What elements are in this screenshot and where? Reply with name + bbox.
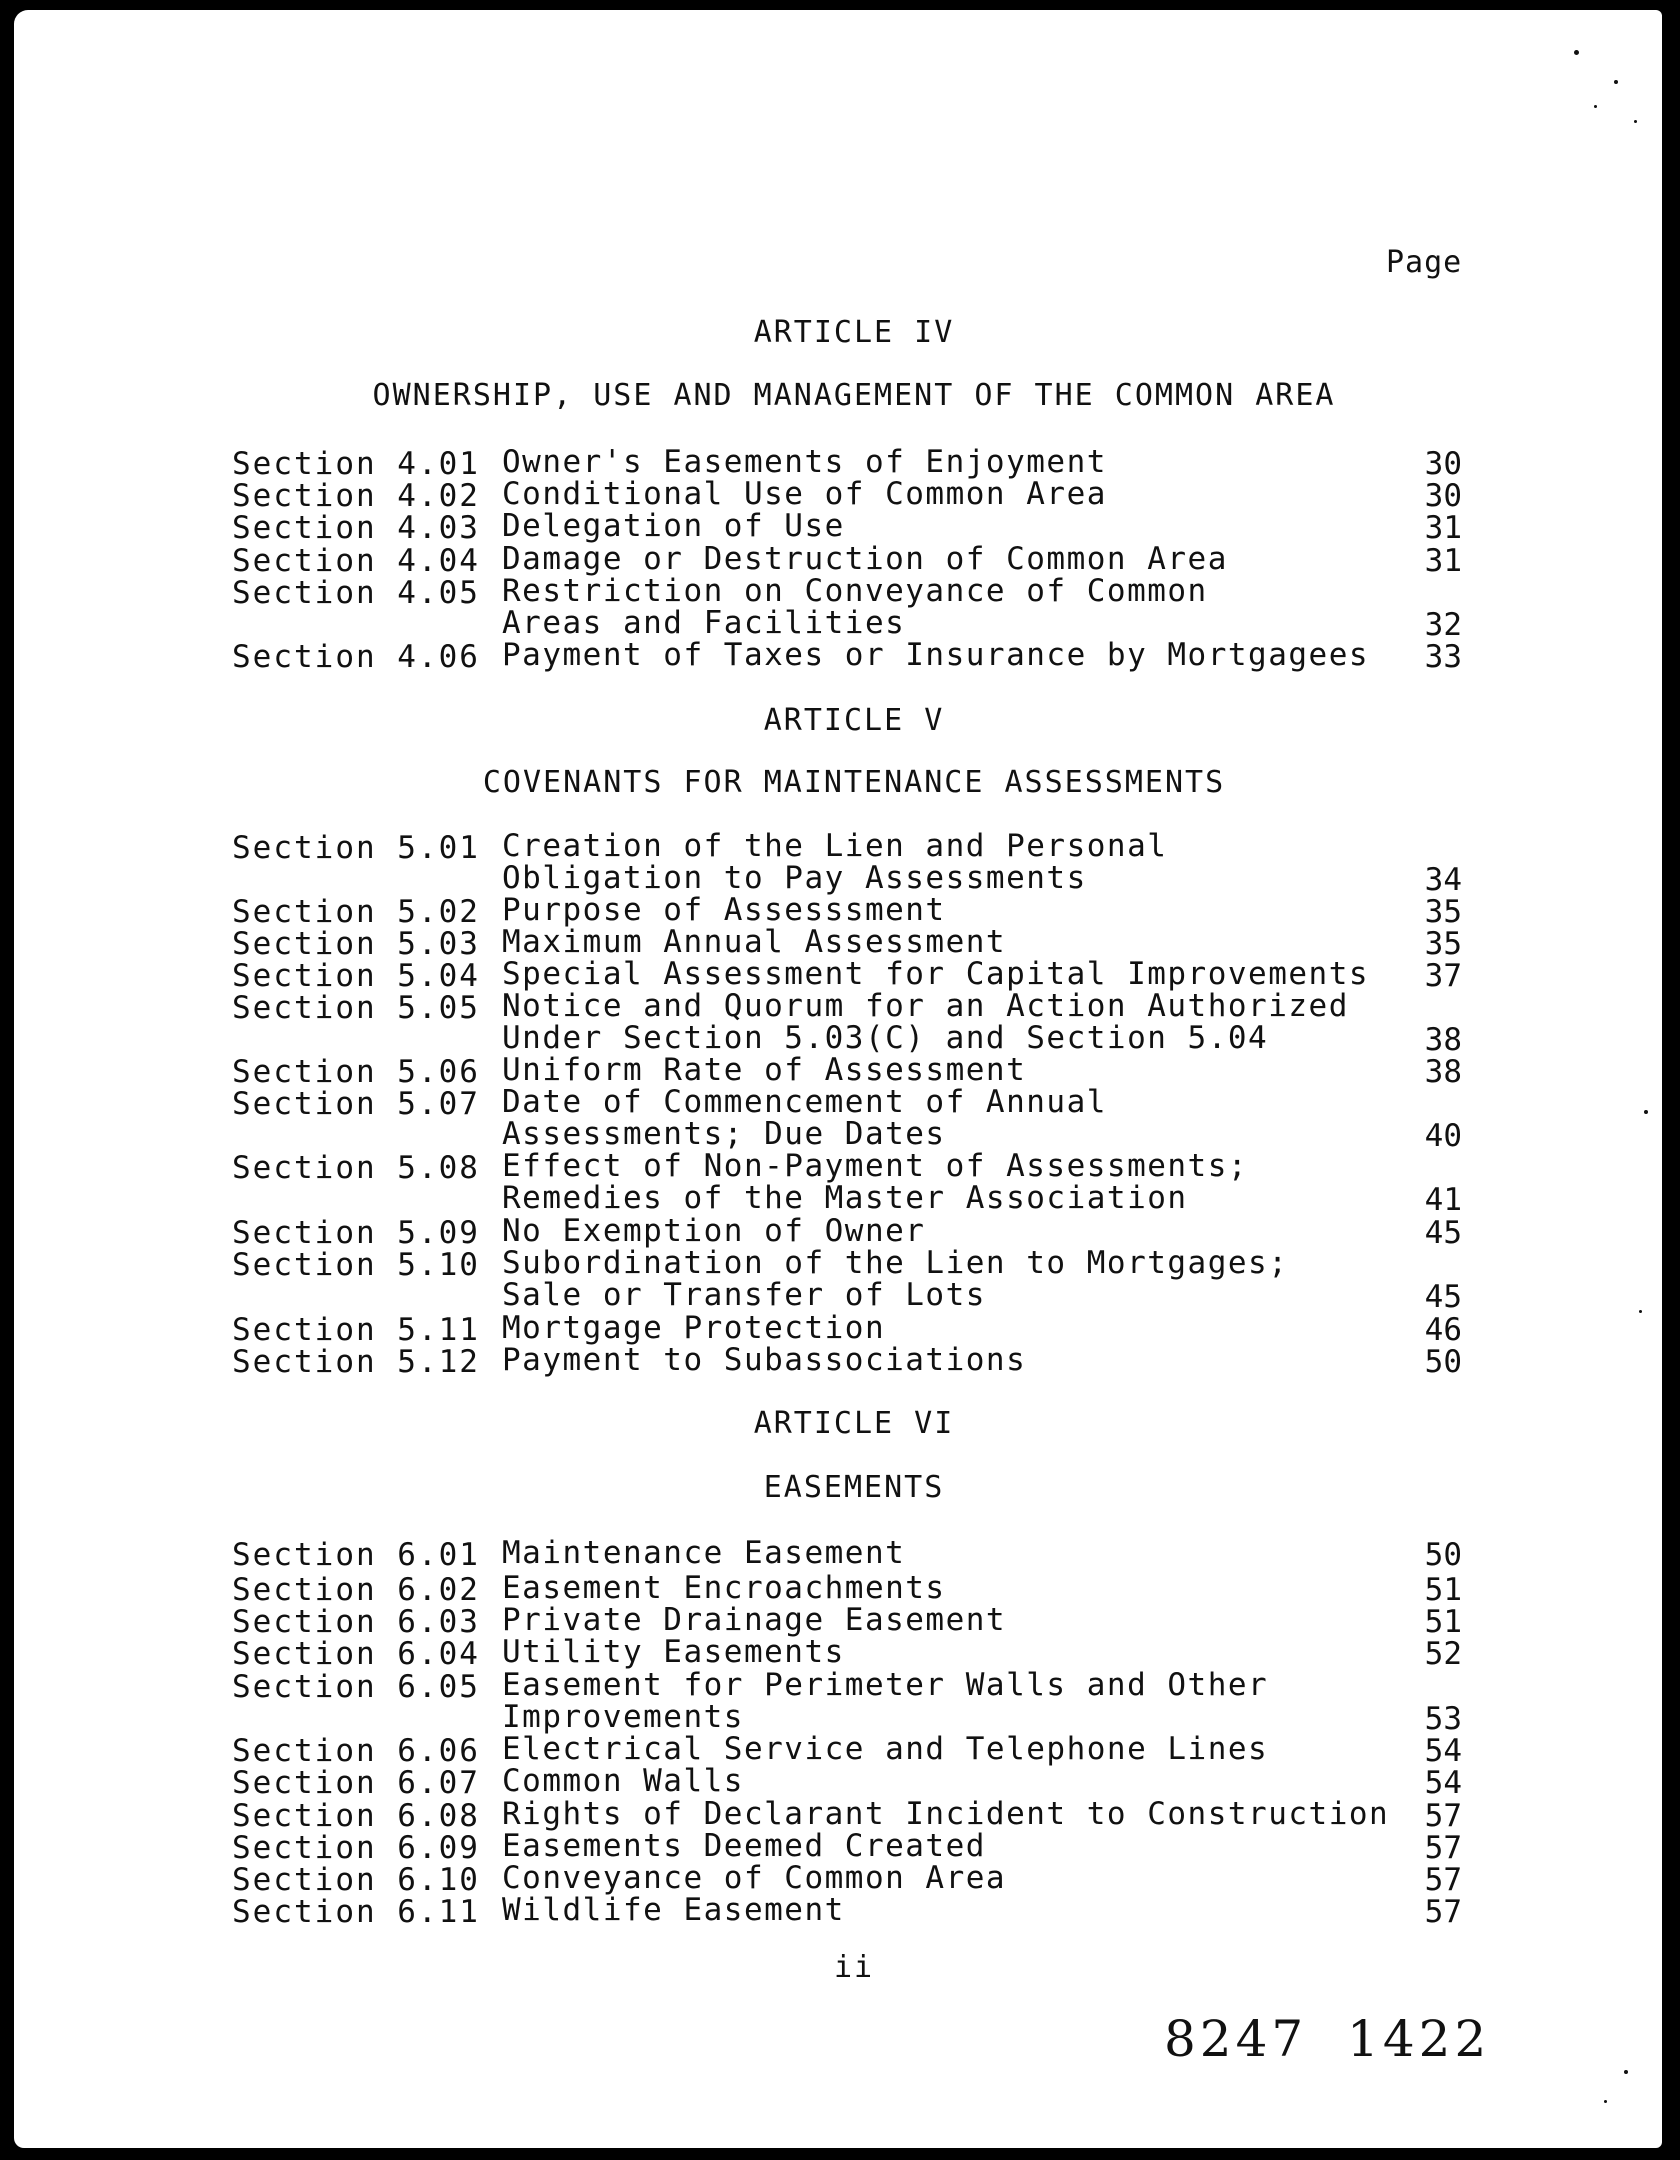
section-number: Section 6.03 (232, 1604, 480, 1640)
section-number: Section 5.04 (232, 958, 480, 994)
section-number: Section 6.06 (232, 1733, 480, 1769)
section-page: 45 (1424, 1215, 1462, 1251)
section-page: 38 (1424, 1054, 1462, 1090)
section-title: Conditional Use of Common Area (502, 476, 1107, 512)
section-title: Wildlife Easement (502, 1892, 845, 1928)
section-title: Mortgage Protection (502, 1310, 886, 1346)
document-number: 8247 1422 (1164, 2010, 1491, 2068)
section-page: 54 (1424, 1733, 1462, 1769)
section-number: Section 5.03 (232, 926, 480, 962)
section-title: Payment of Taxes or Insurance by Mortgagees (502, 637, 1370, 673)
page-number: ii (833, 1950, 875, 1985)
section-title: Maximum Annual Assessment (502, 924, 1007, 960)
section-number: Section 5.09 (232, 1215, 480, 1251)
section-number: Section 6.02 (232, 1572, 480, 1608)
section-number: Section 6.11 (232, 1894, 480, 1930)
section-number: Section 5.07 (232, 1086, 480, 1122)
section-number: Section 6.09 (232, 1830, 480, 1866)
section-title: Conveyance of Common Area (502, 1860, 1007, 1896)
section-title: Private Drainage Easement (502, 1602, 1007, 1638)
article-4-subheading: OWNERSHIP, USE AND MANAGEMENT OF THE COMMON AREA (372, 378, 1336, 413)
section-page: 57 (1424, 1862, 1462, 1898)
section-page: 50 (1424, 1344, 1462, 1380)
section-title: Creation of the Lien and Personal Obligation to Pay Assessments (502, 828, 1168, 896)
section-page: 31 (1424, 510, 1462, 546)
section-title: Subordination of the Lien to Mortgages; Sale or Transfer of Lots (502, 1245, 1289, 1313)
section-title: Rights of Declarant Incident to Construction (502, 1796, 1390, 1832)
section-number: Section 5.02 (232, 894, 480, 930)
section-page: 46 (1424, 1312, 1462, 1348)
section-page: 40 (1424, 1118, 1462, 1154)
section-title: Utility Easements (502, 1634, 845, 1670)
section-number: Section 4.03 (232, 510, 480, 546)
article-6-heading: ARTICLE VI (753, 1406, 955, 1441)
section-number: Section 6.05 (232, 1669, 480, 1705)
scan-speck (1594, 105, 1597, 108)
section-page: 57 (1424, 1798, 1462, 1834)
section-page: 34 (1424, 862, 1462, 898)
section-number: Section 6.04 (232, 1636, 480, 1672)
document-page (14, 10, 1662, 2148)
section-number: Section 4.02 (232, 478, 480, 514)
section-page: 57 (1424, 1830, 1462, 1866)
section-page: 37 (1424, 958, 1462, 994)
page-column-label: Page (1386, 245, 1463, 280)
toc-entry (14, 1344, 1662, 1414)
scan-speck (1639, 1310, 1642, 1313)
section-number: Section 4.04 (232, 543, 480, 579)
toc-entry (14, 639, 1662, 709)
section-page: 50 (1424, 1537, 1462, 1573)
section-title: Delegation of Use (502, 508, 845, 544)
section-number: Section 5.12 (232, 1344, 480, 1380)
section-title: Electrical Service and Telephone Lines (502, 1731, 1269, 1767)
section-title: Purpose of Assesssment (502, 892, 946, 928)
section-page: 35 (1424, 926, 1462, 962)
section-page: 54 (1424, 1765, 1462, 1801)
section-title: Maintenance Easement (502, 1535, 906, 1571)
section-number: Section 6.01 (232, 1537, 480, 1573)
toc-entry (14, 1086, 1662, 1156)
scan-speck (1634, 120, 1637, 123)
toc-entry (14, 1247, 1662, 1317)
section-number: Section 4.05 (232, 575, 480, 611)
section-title: Notice and Quorum for an Action Authorized Under Section 5.03(C) and Section 5.04 (502, 988, 1349, 1056)
section-title: Effect of Non-Payment of Assessments; Remedies of the Master Association (502, 1148, 1249, 1216)
section-page: 35 (1424, 894, 1462, 930)
section-title: Easements Deemed Created (502, 1828, 986, 1864)
section-title: Special Assessment for Capital Improvements (502, 956, 1370, 992)
toc-entry (14, 830, 1662, 900)
section-number: Section 5.05 (232, 990, 480, 1026)
toc-entry (14, 575, 1662, 645)
section-page: 45 (1424, 1279, 1462, 1315)
section-page: 38 (1424, 1022, 1462, 1058)
section-number: Section 6.07 (232, 1765, 480, 1801)
section-title: Restriction on Conveyance of Common Areas and Facilities (502, 573, 1208, 641)
toc-entry (14, 990, 1662, 1060)
section-title: Payment to Subassociations (502, 1342, 1027, 1378)
section-page: 30 (1424, 478, 1462, 514)
section-page: 32 (1424, 607, 1462, 643)
scan-speck (1614, 80, 1618, 84)
toc-entry (14, 1150, 1662, 1220)
article-6-subheading: EASEMENTS (763, 1470, 945, 1505)
section-number: Section 4.01 (232, 446, 480, 482)
article-5-subheading: COVENANTS FOR MAINTENANCE ASSESSMENTS (482, 765, 1226, 800)
section-number: Section 5.11 (232, 1312, 480, 1348)
section-page: 31 (1424, 543, 1462, 579)
scan-speck (1624, 2070, 1628, 2074)
toc-entry (14, 1669, 1662, 1739)
section-number: Section 6.08 (232, 1798, 480, 1834)
section-page: 51 (1424, 1572, 1462, 1608)
section-title: No Exemption of Owner (502, 1213, 926, 1249)
section-page: 41 (1424, 1182, 1462, 1218)
article-5-heading: ARTICLE V (763, 703, 945, 738)
section-number: Section 5.01 (232, 830, 480, 866)
section-page: 33 (1424, 639, 1462, 675)
section-title: Date of Commencement of Annual Assessments; Due Dates (502, 1084, 1107, 1152)
section-page: 51 (1424, 1604, 1462, 1640)
scan-speck (1604, 2100, 1607, 2103)
section-title: Damage or Destruction of Common Area (502, 541, 1228, 577)
article-4-heading: ARTICLE IV (753, 315, 955, 350)
section-title: Easement for Perimeter Walls and Other Improvements (502, 1667, 1269, 1735)
section-number: Section 6.10 (232, 1862, 480, 1898)
section-title: Uniform Rate of Assessment (502, 1052, 1027, 1088)
section-number: Section 5.06 (232, 1054, 480, 1090)
section-page: 53 (1424, 1701, 1462, 1737)
section-title: Owner's Easements of Enjoyment (502, 444, 1107, 480)
section-number: Section 4.06 (232, 639, 480, 675)
section-page: 57 (1424, 1894, 1462, 1930)
section-title: Easement Encroachments (502, 1570, 946, 1606)
section-page: 30 (1424, 446, 1462, 482)
scan-speck (1644, 1110, 1648, 1114)
scan-speck (1574, 50, 1579, 55)
section-title: Common Walls (502, 1763, 744, 1799)
section-number: Section 5.10 (232, 1247, 480, 1283)
section-number: Section 5.08 (232, 1150, 480, 1186)
section-page: 52 (1424, 1636, 1462, 1672)
